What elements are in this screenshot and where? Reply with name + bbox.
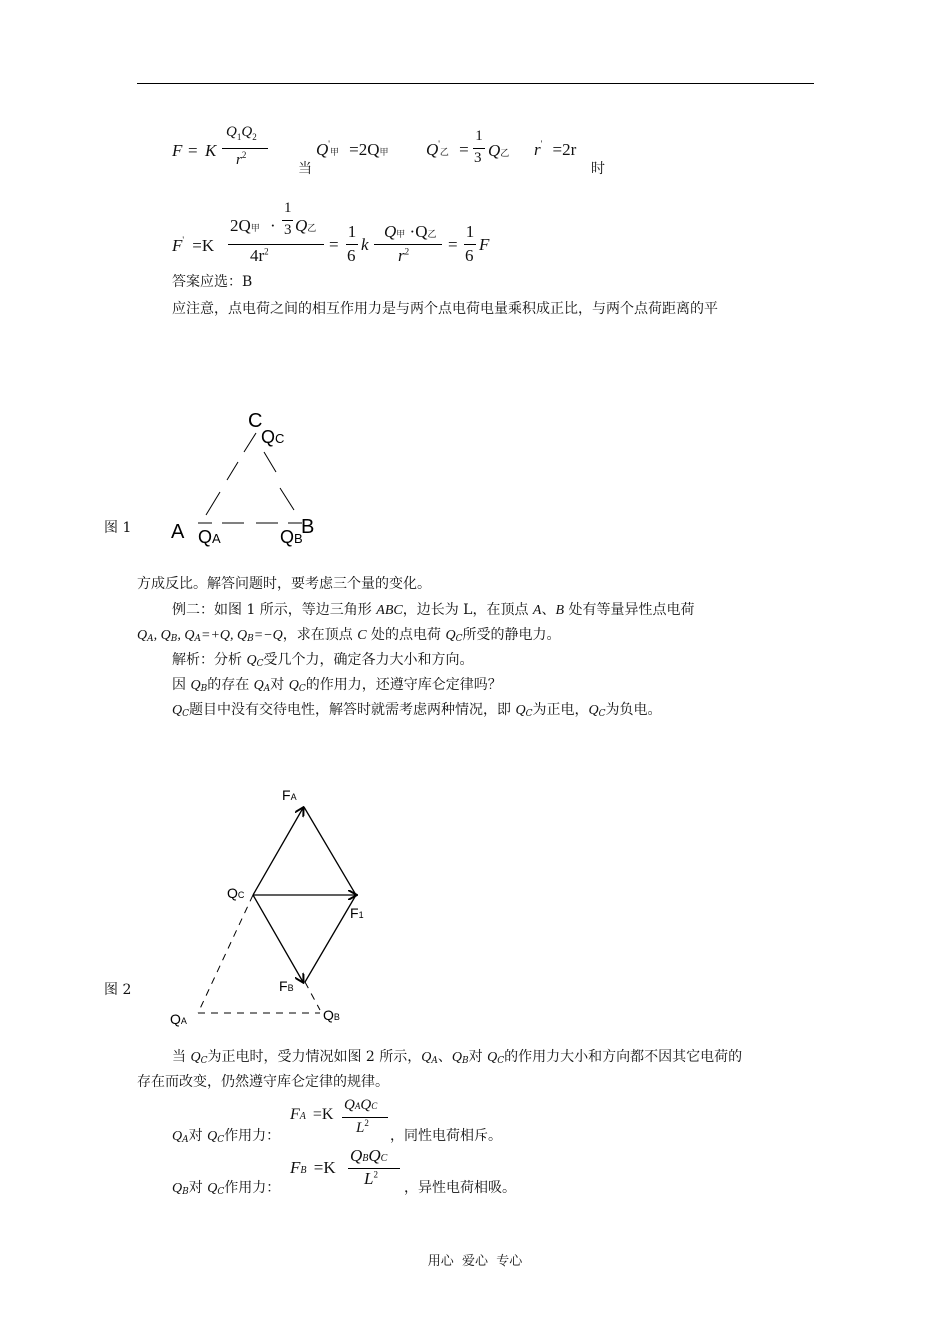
- figure2-label: 图 2: [104, 982, 132, 998]
- svg-text:QC: QC: [227, 885, 245, 901]
- para-line-6: $Q_C$题目中没有交待电性，解答时就需考虑两种情况，即 $Q_C$为正电，$Q_C$为负电。: [172, 702, 662, 719]
- page-footer: 用心 爱心 专心: [427, 1254, 523, 1269]
- svg-text:FA: FA: [282, 787, 297, 803]
- para-line-2: 例二：如图 1 所示，等边三角形 ABC，边长为 L，在顶点 A、B 处有等量异性点电荷: [172, 602, 695, 618]
- condition-q-yi: Q'乙 =: [426, 139, 469, 159]
- big-fraction: 2Q甲 · 1 3 Q乙 $4r^2$: [228, 200, 324, 270]
- header-rule: [137, 83, 814, 84]
- answer-line: 答案应选：B: [172, 274, 253, 290]
- svg-text:B: B: [301, 516, 315, 538]
- svg-text:QA: QA: [198, 527, 221, 547]
- coulomb-fraction: $Q_1Q_2$ $r^2$: [222, 124, 268, 174]
- svg-text:QB: QB: [280, 527, 303, 547]
- para-line-5: 因 $Q_B$的存在 $Q_A$对 $Q_C$的作用力，还遵守库仑定律吗？: [172, 677, 502, 694]
- svg-text:QB: QB: [323, 1007, 340, 1023]
- condition-r: r' =2r: [534, 139, 577, 159]
- svg-text:FB: FB: [279, 978, 294, 994]
- para2-line-2: 存在而改变，仍然遵守库仑定律的规律。: [137, 1074, 389, 1090]
- force-fb-arrow: [253, 895, 303, 982]
- svg-text:QA: QA: [170, 1011, 187, 1027]
- svg-text:A: A: [171, 521, 185, 543]
- condition-q-jia: Q'甲 =2Q甲: [316, 139, 389, 159]
- svg-text:F1: F1: [350, 905, 364, 921]
- force-fa-arrow: [253, 808, 303, 895]
- para-line-4: 解析：分析 $Q_C$受几个力，确定各力大小和方向。: [172, 652, 474, 669]
- svg-text:QC: QC: [261, 427, 285, 447]
- para2-line-1: 当 $Q_C$为正电时，受力情况如图 2 所示，$Q_A$、$Q_B$对 $Q_C$的作用力大小和方向都不因其它电荷的: [172, 1049, 743, 1066]
- figure2-force-diagram: [160, 780, 390, 1030]
- figure1-label: 图 1: [104, 520, 132, 536]
- para-line-1: 方成反比。解答问题时，要考虑三个量的变化。: [137, 576, 431, 592]
- note-line: 应注意，点电荷之间的相互作用力是与两个点电荷电量乘积成正比，与两个点荷距离的平: [172, 301, 718, 317]
- svg-text:C: C: [248, 410, 263, 432]
- para-line-3: $Q_A$, $Q_B$, $Q_A=+Q$, $Q_B=-Q$，求在顶点 C 处的点电荷 $Q_C$所受的静电力。: [137, 627, 561, 644]
- figure1-triangle: [160, 400, 340, 555]
